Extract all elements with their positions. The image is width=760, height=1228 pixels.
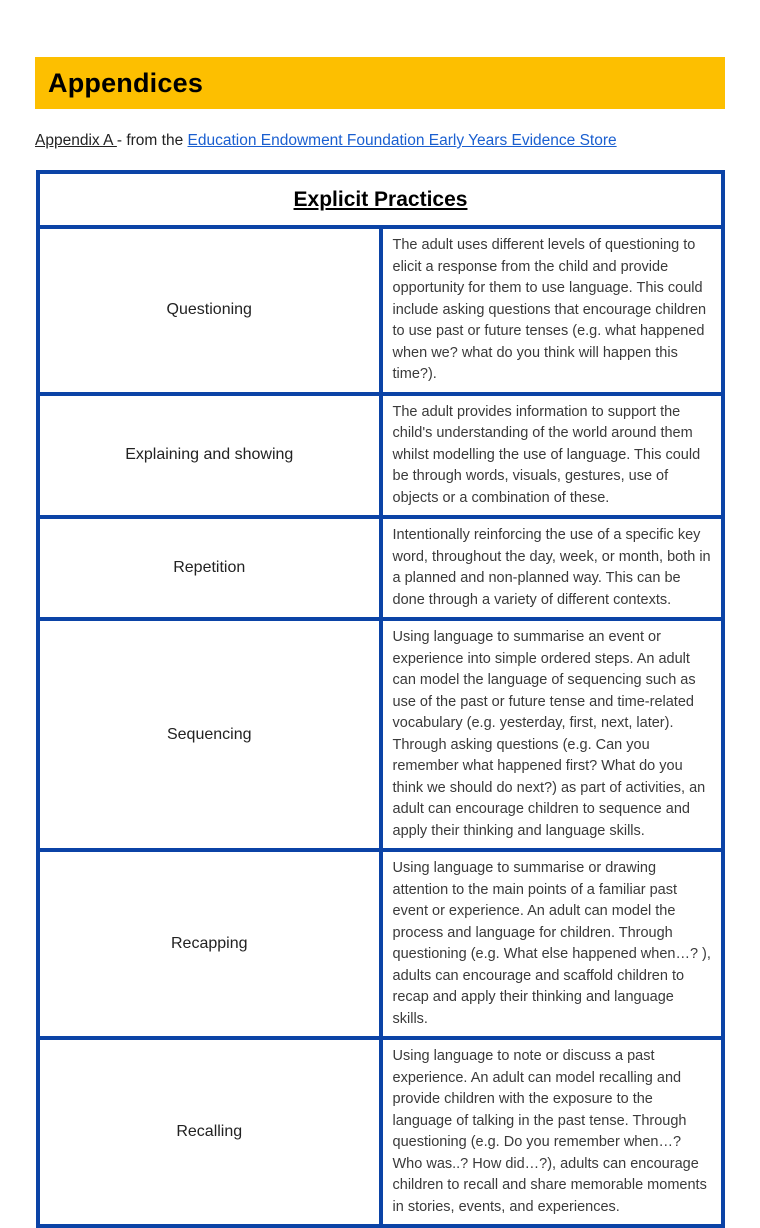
practice-description: Using language to note or discuss a past experience. An adult can model recalling and provide children with the exposure to the language of talking in the past tense. Through questioning (e.g. Do you remember when…? Who was..? How did…?), adults can encourage children to recall and share memorable moments in stories, events, and experiences. bbox=[381, 1038, 724, 1226]
appendices-banner bbox=[35, 57, 725, 109]
practice-description: Intentionally reinforcing the use of a specific key word, throughout the day, week, or month, both in a planned and non-planned way. This can be done through a variety of different contexts. bbox=[381, 517, 724, 619]
table-row bbox=[38, 619, 723, 850]
practice-term: Questioning bbox=[38, 227, 381, 394]
practice-term: Repetition bbox=[38, 517, 381, 619]
explicit-practices-table bbox=[36, 170, 725, 1228]
table-row bbox=[38, 517, 723, 619]
table-heading: Explicit Practices bbox=[38, 172, 723, 227]
evidence-store-link[interactable]: Education Endowment Foundation Early Years Evidence Store bbox=[187, 132, 617, 149]
table-row bbox=[38, 227, 723, 394]
table-header-row bbox=[38, 172, 723, 227]
source-line bbox=[35, 132, 617, 150]
practice-term: Recapping bbox=[38, 850, 381, 1038]
practice-description: Using language to summarise an event or experience into simple ordered steps. An adult can model the language of sequencing such as use of the past or future tense and time-related vocabulary (e.g. yesterday, first, next, later). Through asking questions (e.g. Can you remember what happened first? What do you think we should do next?) as part of activities, an adult can encourage children to sequence and apply their thinking and language skills. bbox=[381, 619, 724, 850]
source-separator: - from the bbox=[116, 132, 188, 149]
practice-description: The adult uses different levels of questioning to elicit a response from the child and provide opportunity for them to use language. This could include asking questions that encourage children to use past or future tenses (e.g. what happened when we? what do you think will happen this time?). bbox=[381, 227, 724, 394]
appendix-label: Appendix A bbox=[35, 132, 117, 149]
practice-term: Explaining and showing bbox=[38, 394, 381, 518]
table-row bbox=[38, 1038, 723, 1226]
practice-term: Recalling bbox=[38, 1038, 381, 1226]
table-row bbox=[38, 850, 723, 1038]
practice-description: The adult provides information to support the child's understanding of the world around them whilst modelling the use of language. This could be through words, visuals, gestures, use of objects or a combination of these. bbox=[381, 394, 724, 518]
table-row bbox=[38, 394, 723, 518]
page-title: Appendices bbox=[48, 67, 204, 98]
practice-description: Using language to summarise or drawing attention to the main points of a familiar past event or experience. An adult can model the process and language for children. Through questioning (e.g. What else happened when…? ), adults can encourage and scaffold children to recap and apply their thinking and language skills. bbox=[381, 850, 724, 1038]
practice-term: Sequencing bbox=[38, 619, 381, 850]
